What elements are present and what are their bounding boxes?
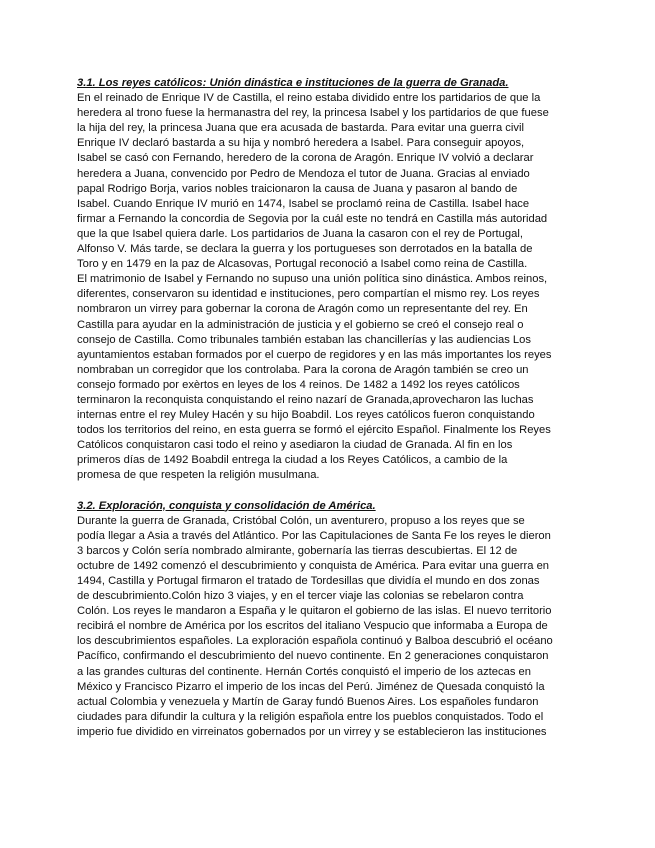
text-line: Durante la guerra de Granada, Cristóbal Colón, un aventurero, propuso a los reyes que se <box>77 514 525 527</box>
text-line: heredera a Juana, convencido por Pedro de Mendoza el tutor de Juana. Gracias al enviado <box>77 167 530 180</box>
text-line: la hija del rey, la princesa Juana que era acusada de bastarda. Para evitar una guerra civil <box>77 122 524 135</box>
text-line: papal Rodrigo Borja, varios nobles traicionaron la causa de Juana y pasaron al bando de <box>77 182 518 195</box>
text-line: El matrimonio de Isabel y Fernando no supuso una unión política sino dinástica. Ambos reinos, <box>77 273 548 286</box>
text-line: Isabel se casó con Fernando, heredero de la corona de Aragón. Enrique IV volvió a declarar <box>77 152 534 165</box>
text-line: consejo formado por exèrtos en leyes de los 4 reinos. De 1482 a 1492 los reyes católicos <box>77 378 520 391</box>
text-line: terminaron la reconquista conquistando el reino nazarí de Granada,aprovecharon las luchas <box>77 393 534 406</box>
section-heading: 3.1. Los reyes católicos: Unión dinástica e instituciones de la guerra de Granada. <box>77 77 509 89</box>
section-heading: 3.2. Exploración, conquista y consolidación de América. <box>77 499 376 512</box>
text-line: Isabel. Cuando Enrique IV murió en 1474, Isabel se proclamó reina de Castilla. Isabel hace <box>77 197 530 210</box>
text-line: internas entre el rey Muley Hacén y su hijo Boabdil. Los reyes católicos fueron conquistando <box>77 409 535 422</box>
text-line: diferentes, conservaron su identidad e instituciones, pero compartían el mismo rey. Los reyes <box>77 288 540 301</box>
text-line: de descubrimiento.Colón hizo 3 viajes, y en el tercer viaje las colonias se rebelaron contra <box>77 590 524 603</box>
text-line: Enrique IV declaró bastarda a su hija y nombró heredera a Isabel. Para conseguir apoyos, <box>77 137 525 150</box>
text-line: Pacífico, confirmando el descubrimiento del nuevo continente. En 2 generaciones conquistaron <box>77 650 549 663</box>
text-line: Colón. Los reyes le mandaron a España y le quitaron el gobierno de las islas. El nuevo territorio <box>77 605 552 618</box>
text-line: recibirá el nombre de América por los escritos del italiano Vespucio que informaba a Europa de <box>77 620 548 633</box>
text-line: México y Francisco Pizarro el imperio de los incas del Perú. Jiménez de Quesada conquistó la <box>77 680 545 693</box>
text-line: octubre de 1492 comenzó el descubrimiento y conquista de América. Para evitar una guerra en <box>77 559 550 572</box>
text-line: heredera al trono fuese la hermanastra del rey, la princesa Isabel y los partidarios de que fuese <box>77 107 549 120</box>
text-line: primeros días de 1492 Boabdil entrega la ciudad a los Reyes Católicos, a cambio de la <box>77 454 508 467</box>
text-line: consejo de Castilla. Como tribunales también estaban las chancillerías y las audiencias Los <box>77 333 531 346</box>
text-line: que la que Isabel quiera darle. Los partidarios de Juana la casaron con el rey de Portugal, <box>77 227 523 240</box>
document-content <box>77 76 582 740</box>
text-line: nombraban un corregidor que los controlaba. Para la corona de Aragón también se creo un <box>77 363 529 376</box>
section-america <box>77 499 582 741</box>
text-line: imperio fue dividido en virreinatos gobernados por un virrey y se establecieron las instituciones <box>77 725 547 738</box>
text-line: todos los territorios del reino, en esta guerra se formó el ejército Español. Finalmente los Reyes <box>77 424 551 437</box>
text-line: ayuntamientos estaban formados por el cuerpo de regidores y en las más importantes los reyes <box>77 348 552 361</box>
text-line: nombraron un virrey para gobernar la corona de Aragón como un representante del rey. En <box>77 303 528 316</box>
section-body <box>77 91 582 483</box>
section-spacer <box>77 484 582 499</box>
text-line: Católicos conquistaron casi todo el reino y asediaron la ciudad de Granada. Al fin en los <box>77 439 513 452</box>
text-line: firmar a Fernando la concordia de Segovia por la cuál este no tendrá en Castilla más autoridad <box>77 212 548 225</box>
text-line: 3 barcos y Colón sería nombrado almirante, gobernaría las tierras descubiertas. El 12 de <box>77 544 518 557</box>
text-line: ciudades para difundir la cultura y la religión española entre los pueblos conquistados. Todo el <box>77 710 544 723</box>
text-line: Castilla para ayudar en la administración de justicia y el gobierno se creó el consejo real o <box>77 318 524 331</box>
text-line: 1494, Castilla y Portugal firmaron el tratado de Tordesillas que dividía el mundo en dos zonas <box>77 575 540 587</box>
text-line: podía llegar a Asia a través del Atlántico. Por las Capitulaciones de Santa Fe los reyes le dieron <box>77 529 551 542</box>
section-body <box>77 514 582 740</box>
text-line: los descubrimientos españoles. La exploración española continuó y Balboa descubrió el océano <box>77 635 553 648</box>
text-line: Alfonso V. Más tarde, se declara la guerra y los portugueses son derrotados en la batalla de <box>77 243 533 256</box>
text-line: promesa de que respeten la religión musulmana. <box>77 469 320 482</box>
text-line: Toro y en 1479 en la paz de Alcasovas, Portugal reconoció a Isabel como reina de Castilla. <box>77 258 528 271</box>
text-line: En el reinado de Enrique IV de Castilla, el reino estaba dividido entre los partidarios de que la <box>77 92 541 105</box>
text-line: actual Colombia y venezuela y Martín de Garay fundó Buenos Aires. Los españoles fundaron <box>77 695 539 708</box>
section-reyes-catolicos <box>77 76 582 484</box>
text-line: a las grandes culturas del continente. Hernán Cortés conquistó el imperio de los aztecas en <box>77 665 531 678</box>
